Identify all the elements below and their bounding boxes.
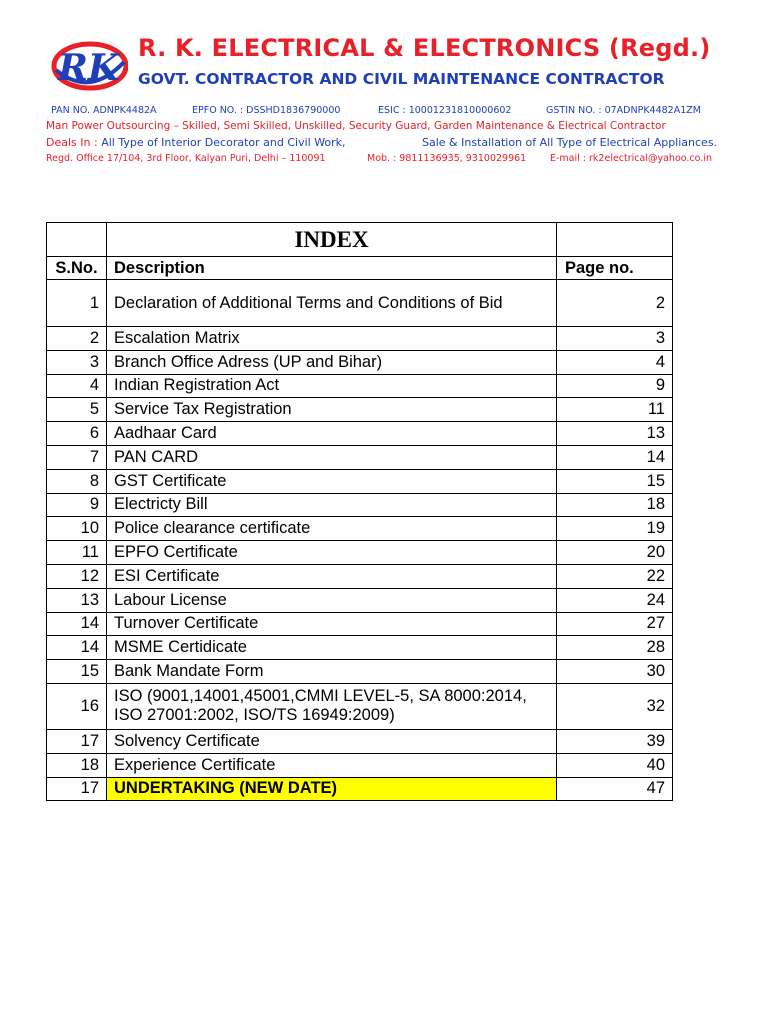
row-description: GST Certificate [107, 469, 557, 493]
row-description: Turnover Certificate [107, 612, 557, 636]
header-page: Page no. [557, 257, 673, 280]
table-row [47, 445, 673, 469]
header-sno: S.No. [47, 257, 107, 280]
row-description: Electricty Bill [107, 493, 557, 517]
row-page: 2 [557, 280, 673, 327]
row-page: 40 [557, 753, 673, 777]
table-row [47, 350, 673, 374]
row-sno: 12 [47, 564, 107, 588]
row-sno: 18 [47, 753, 107, 777]
row-description: ESI Certificate [107, 564, 557, 588]
table-row [47, 493, 673, 517]
row-page: 28 [557, 636, 673, 660]
row-sno: 17 [47, 729, 107, 753]
row-sno: 16 [47, 683, 107, 729]
row-page: 32 [557, 683, 673, 729]
row-page: 15 [557, 469, 673, 493]
row-description: Declaration of Additional Terms and Conditions of Bid [107, 280, 557, 327]
row-sno: 1 [47, 280, 107, 327]
row-sno: 14 [47, 636, 107, 660]
index-title: INDEX [107, 223, 557, 257]
index-header-row [47, 257, 673, 280]
row-sno: 6 [47, 422, 107, 446]
title-blank-cell [557, 223, 673, 257]
row-description: UNDERTAKING (NEW DATE) [107, 777, 557, 801]
row-description: Branch Office Adress (UP and Bihar) [107, 350, 557, 374]
table-row [47, 612, 673, 636]
row-sno: 10 [47, 517, 107, 541]
table-row [47, 541, 673, 565]
title-blank-cell [47, 223, 107, 257]
table-row [47, 777, 673, 801]
index-table [46, 222, 673, 801]
row-page: 19 [557, 517, 673, 541]
table-row [47, 327, 673, 351]
deals-part-1: All Type of Interior Decorator and Civil Work, [101, 136, 346, 149]
row-description: PAN CARD [107, 445, 557, 469]
row-page: 20 [557, 541, 673, 565]
table-row [47, 517, 673, 541]
epfo-number: EPFO NO. : DSSHD1836790000 [192, 105, 341, 116]
row-page: 13 [557, 422, 673, 446]
row-sno: 13 [47, 588, 107, 612]
row-page: 4 [557, 350, 673, 374]
row-sno: 3 [47, 350, 107, 374]
row-description: Service Tax Registration [107, 398, 557, 422]
table-row [47, 398, 673, 422]
row-description: Escalation Matrix [107, 327, 557, 351]
table-row [47, 729, 673, 753]
table-row [47, 636, 673, 660]
row-sno: 5 [47, 398, 107, 422]
email-address: E-mail : rk2electrical@yahoo.co.in [550, 153, 712, 164]
office-address: Regd. Office 17/104, 3rd Floor, Kalyan Puri, Delhi – 110091 [46, 153, 326, 164]
row-description: ISO (9001,14001,45001,CMMI LEVEL-5, SA 8000:2014, ISO 27001:2002, ISO/TS 16949:2009) [107, 683, 557, 729]
table-row [47, 683, 673, 729]
row-page: 27 [557, 612, 673, 636]
gstin-number: GSTIN NO. : 07ADNPK4482A1ZM [546, 105, 701, 116]
row-sno: 11 [47, 541, 107, 565]
company-subtitle: GOVT. CONTRACTOR AND CIVIL MAINTENANCE CONTRACTOR [138, 70, 665, 88]
header-description: Description [107, 257, 557, 280]
row-description: Aadhaar Card [107, 422, 557, 446]
row-description: Bank Mandate Form [107, 660, 557, 684]
table-row [47, 753, 673, 777]
company-name: R. K. ELECTRICAL & ELECTRONICS (Regd.) [138, 34, 711, 62]
deals-part-2: Sale & Installation of All Type of Electrical Appliances. [422, 136, 718, 149]
pan-number: PAN NO. ADNPK4482A [51, 105, 157, 116]
row-sno: 4 [47, 374, 107, 398]
row-sno: 14 [47, 612, 107, 636]
row-page: 18 [557, 493, 673, 517]
logo-text: RK [58, 47, 120, 89]
row-sno: 9 [47, 493, 107, 517]
deals-label: Deals In : [46, 136, 98, 149]
table-row [47, 422, 673, 446]
index-title-row [47, 223, 673, 257]
row-description: Experience Certificate [107, 753, 557, 777]
table-row [47, 374, 673, 398]
row-sno: 7 [47, 445, 107, 469]
letterhead [0, 0, 768, 175]
row-description: Solvency Certificate [107, 729, 557, 753]
row-page: 47 [557, 777, 673, 801]
services-line: Man Power Outsourcing – Skilled, Semi Skilled, Unskilled, Security Guard, Garden Maintenance & Electrical Contractor [46, 120, 666, 132]
row-sno: 2 [47, 327, 107, 351]
row-page: 11 [557, 398, 673, 422]
row-page: 30 [557, 660, 673, 684]
row-description: MSME Certidicate [107, 636, 557, 660]
row-description: Indian Registration Act [107, 374, 557, 398]
mobile-numbers: Mob. : 9811136935, 9310029961 [367, 153, 527, 164]
row-page: 3 [557, 327, 673, 351]
row-page: 14 [557, 445, 673, 469]
table-row [47, 660, 673, 684]
row-page: 24 [557, 588, 673, 612]
esic-number: ESIC : 10001231810000602 [378, 105, 512, 116]
row-sno: 17 [47, 777, 107, 801]
row-sno: 15 [47, 660, 107, 684]
deals-line [46, 136, 346, 149]
row-page: 22 [557, 564, 673, 588]
table-row [47, 469, 673, 493]
row-description: Labour License [107, 588, 557, 612]
table-row [47, 564, 673, 588]
row-page: 39 [557, 729, 673, 753]
company-logo-icon [50, 40, 128, 92]
row-page: 9 [557, 374, 673, 398]
table-row [47, 588, 673, 612]
table-row [47, 280, 673, 327]
row-description: EPFO Certificate [107, 541, 557, 565]
row-description: Police clearance certificate [107, 517, 557, 541]
row-sno: 8 [47, 469, 107, 493]
